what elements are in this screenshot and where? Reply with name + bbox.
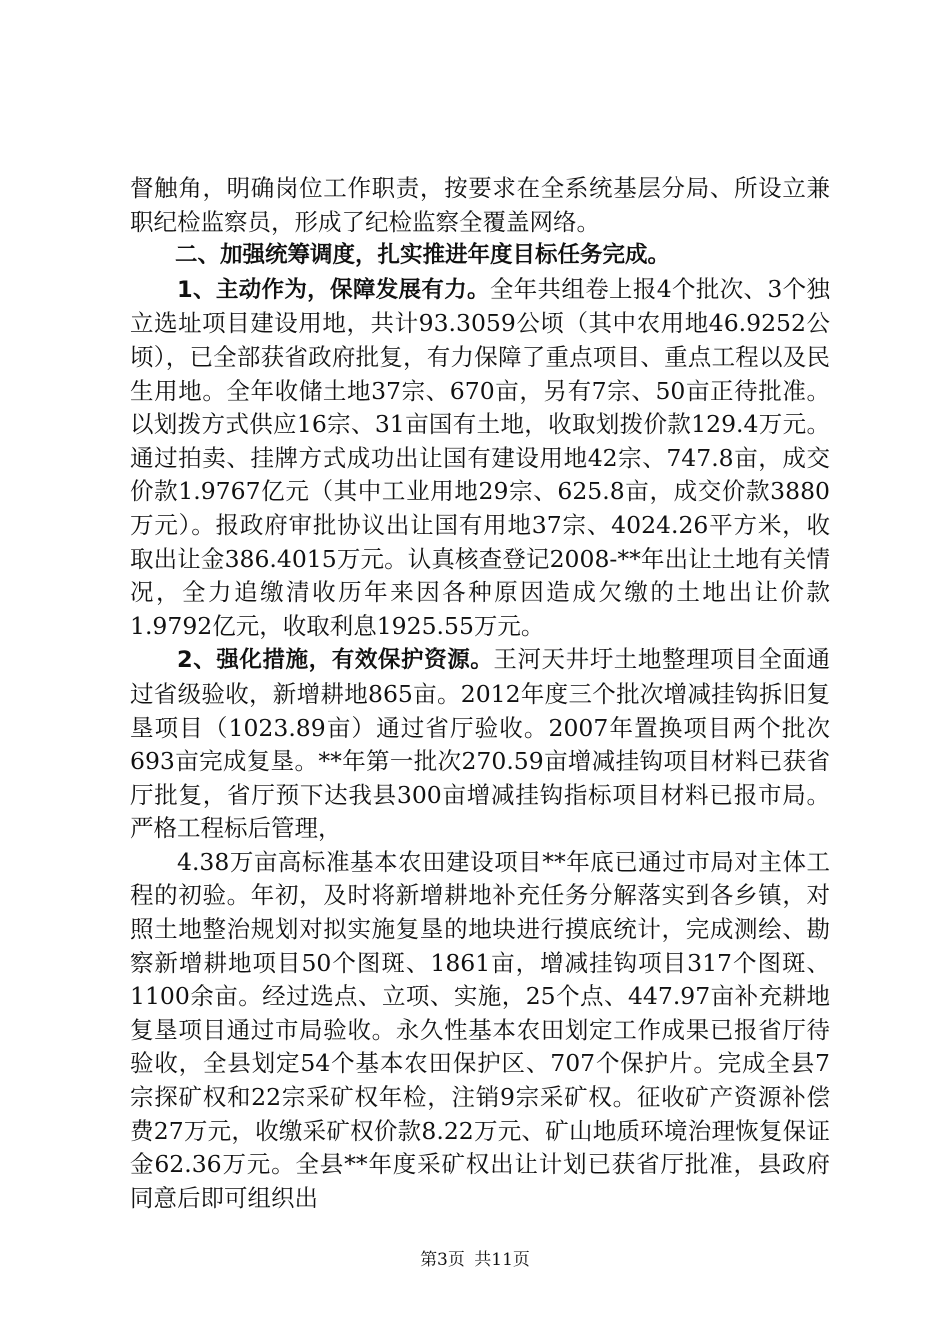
- paragraph-text: 王河天井圩土地整理项目全面通过省级验收，新增耕地865亩。2012年度三个批次增减挂钩拆旧复垦项目（1023.89亩）通过省厅验收。2007年置换项目两个批次693亩完成复垦。**年第一批次270.59亩增减挂钩项目材料已获省厅批复，省厅预下达我县300亩增减挂钩指标项目材料已报市局。严格工程标后管理，: [130, 645, 831, 843]
- document-body: [130, 172, 830, 1215]
- page-total: 共11页: [474, 1250, 530, 1270]
- section-heading: 二、加强统筹调度，扎实推进年度目标任务完成。: [175, 242, 671, 269]
- paragraph-lead: 1、主动作为，保障发展有力。: [177, 276, 490, 303]
- page-footer: [0, 1245, 950, 1270]
- paragraph-continuation: 督触角，明确岗位工作职责，按要求在全系统基层分局、所设立兼职纪检监察员，形成了纪检监察全覆盖网络。: [130, 174, 830, 236]
- paragraph-farmland: 4.38万亩高标准基本农田建设项目**年底已通过市局对主体工程的初验。年初，及时将新增耕地补充任务分解落实到各乡镇，对照土地整治规划对拟实施复垦的地块进行摸底统计，完成测绘、勘察新增耕地项目50个图斑、1861亩，增减挂钩项目317个图斑、1100余亩。经过选点、立项、实施，25个点、447.97亩补充耕地复垦项目通过市局验收。永久性基本农田划定工作成果已报省厅待验收，全县划定54个基本农田保护区、707个保护片。完成全县7宗探矿权和22宗采矿权年检，注销9宗采矿权。征收矿产资源补偿费27万元，收缴采矿权价款8.22万元、矿山地质环境治理恢复保证金62.36万元。全县**年度采矿权出让计划已获省厅批准，县政府同意后即可组织出: [130, 847, 830, 1212]
- paragraph-text: 全年共组卷上报4个批次、3个独立选址项目建设用地，共计93.3059公顷（其中农用地46.9252公顷），已全部获省政府批复，有力保障了重点项目、重点工程以及民生用地。全年收储土地37宗、670亩，另有7宗、50亩正待批准。以划拨方式供应16宗、31亩国有土地，收取划拨价款129.4万元。通过拍卖、挂牌方式成功出让国有建设用地42宗、747.8亩，成交价款1.9767亿元（其中工业用地29宗、625.8亩，成交价款3880万元）。报政府审批协议出让国有用地37宗、4024.26平方米，收取出让金386.4015万元。认真核查登记2008-**年出让土地有关情况，全力追缴清收历年来因各种原因造成欠缴的土地出让价款1.9792亿元，收取利息1925.55万元。: [130, 274, 830, 640]
- paragraph-resource-protection: [130, 643, 830, 846]
- page-number: 第3页: [420, 1250, 465, 1270]
- paragraph-land-supply: [130, 273, 830, 644]
- paragraph-lead: 2、强化措施，有效保护资源。: [177, 647, 494, 674]
